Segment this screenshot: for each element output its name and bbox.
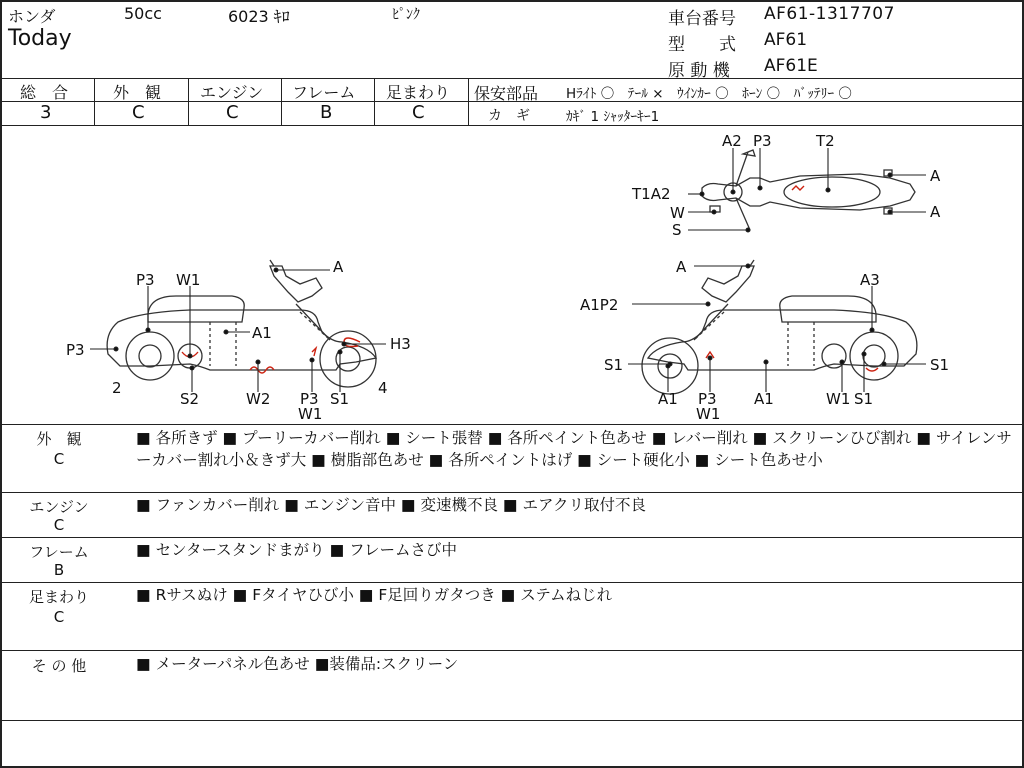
label-right-S1-left: S1 [604, 356, 624, 374]
section-label-exterior: 外 観 [36, 430, 82, 448]
label-right-A1-a: A1 [658, 390, 678, 408]
section-label-frame: フレーム [29, 543, 89, 561]
scooter-diagram [0, 126, 1024, 424]
label-right-A: A [676, 258, 687, 276]
grade-divider-5 [468, 78, 469, 125]
label-right-S1-b: S1 [854, 390, 874, 408]
engine-grade: C [226, 102, 239, 123]
maker: ホンダ [8, 7, 56, 26]
label-left-A: A [333, 258, 344, 276]
section-text-exterior: ■ 各所きず ■ プーリーカバー削れ ■ シート張替 ■ 各所ペイント色あせ ■ レバー削れ ■ スクリーンひび割れ ■ サイレンサーカバー割れ小＆きず大 ■ 樹脂部色あせ ■ 各所ペイントはげ ■ シート硬化小 ■ シート色あせ小 [136, 429, 1012, 469]
model-name: Today [8, 26, 72, 51]
mileage: 6023 ｷﾛ [228, 7, 290, 26]
engine-grade-label: エンジン [200, 83, 264, 102]
engine-value: AF61E [764, 56, 818, 76]
section-grade-engine: C [53, 516, 65, 534]
section-line-2 [0, 537, 1024, 538]
suspension-grade: C [412, 102, 425, 123]
label-right-P3: P3 [698, 390, 717, 408]
label-left-2: 2 [112, 379, 122, 397]
label-top-T2: T2 [816, 132, 835, 150]
section-text-engine: ■ ファンカバー削れ ■ エンジン音中 ■ 変速機不良 ■ エアクリ取付不良 [136, 496, 647, 514]
section-line-1 [0, 492, 1024, 493]
section-line-5 [0, 720, 1024, 721]
key-value: ｶｷﾞ 1 ｼｬｯﾀｰｷｰ1 [566, 109, 660, 125]
key-label: カ ギ [488, 108, 530, 124]
section-grade-frame: B [53, 561, 65, 579]
exterior-grade: C [132, 102, 145, 123]
label-left-A1: A1 [252, 324, 272, 342]
damage-mark [792, 186, 804, 190]
section-text-frame: ■ センタースタンドまがり ■ フレームさび中 [136, 541, 458, 559]
damage-mark [312, 348, 316, 356]
label-top-P3: P3 [753, 132, 772, 150]
label-right-W1-a: W1 [696, 405, 721, 423]
section-label-suspension: 足まわり [28, 588, 89, 606]
label-top-T1A2: T1A2 [632, 185, 671, 203]
section-grade-suspension: C [53, 608, 65, 626]
type-value: AF61 [764, 30, 808, 50]
type-label: 型 式 [668, 35, 736, 55]
exterior-label: 外 観 [113, 83, 162, 102]
grade-top-line [0, 78, 1024, 79]
frame-grade-label: フレーム [292, 83, 356, 102]
label-top-A-2: A [930, 203, 941, 221]
damage-mark [866, 368, 878, 371]
label-top-W: W [670, 204, 685, 222]
section-text-other: ■ メーターパネル色あせ ■装備品:スクリーン [136, 655, 459, 673]
safety-label: 保安部品 [474, 84, 539, 103]
label-left-4: 4 [378, 379, 388, 397]
section-label-other: そ の 他 [31, 657, 87, 675]
label-top-S: S [672, 221, 682, 239]
grade-divider-2 [188, 78, 189, 125]
label-top-A2: A2 [722, 132, 742, 150]
label-right-A3: A3 [860, 271, 880, 289]
displacement: 50cc [124, 4, 162, 23]
label-left-W1-bottom: W1 [298, 405, 323, 423]
safety-items: Hﾗｲﾄ 〇 ﾃｰﾙ × ｳｲﾝｶｰ 〇 ﾎｰﾝ 〇 ﾊﾞｯﾃﾘｰ 〇 [566, 86, 852, 102]
label-left-P3-bottom: P3 [300, 390, 319, 408]
overall-grade: 3 [40, 102, 52, 123]
label-right-A1P2: A1P2 [580, 296, 619, 314]
grade-divider-3 [281, 78, 282, 125]
label-right-A1-b: A1 [754, 390, 774, 408]
engine-label: 原 動 機 [668, 61, 730, 81]
label-left-P3-side: P3 [66, 341, 85, 359]
label-left-H3: H3 [390, 335, 411, 353]
section-line-3 [0, 582, 1024, 583]
frame-grade: B [320, 102, 333, 123]
body-color: ﾋﾟﾝｸ [392, 7, 420, 23]
label-left-S1: S1 [330, 390, 350, 408]
label-left-P3-top: P3 [136, 271, 155, 289]
section-label-engine: エンジン [29, 498, 89, 516]
overall-label: 総 合 [20, 83, 69, 102]
frame-no-label: 車台番号 [668, 9, 736, 29]
label-top-A-1: A [930, 167, 941, 185]
label-right-S1-right: S1 [930, 356, 950, 374]
label-left-W2: W2 [246, 390, 271, 408]
section-grade-exterior: C [53, 450, 65, 468]
suspension-grade-label: 足まわり [386, 83, 451, 102]
label-right-W1-b: W1 [826, 390, 851, 408]
diagram-bottom-line [0, 424, 1024, 425]
frame-no: AF61-1317707 [764, 4, 895, 24]
grade-divider-4 [374, 78, 375, 125]
section-text-suspension: ■ Rサスぬけ ■ Fタイヤひび小 ■ F足回りガタつき ■ ステムねじれ [136, 586, 613, 604]
grade-divider-1 [94, 78, 95, 125]
label-left-S2: S2 [180, 390, 200, 408]
section-line-4 [0, 650, 1024, 651]
label-left-W1: W1 [176, 271, 201, 289]
